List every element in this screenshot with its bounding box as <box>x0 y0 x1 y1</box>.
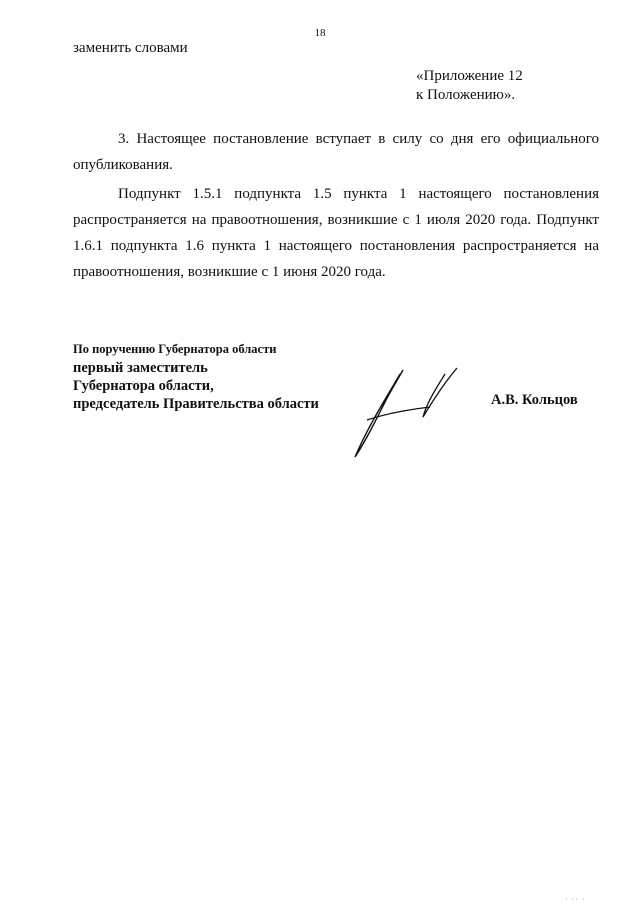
paragraph-effective-date: 3. Настоящее постановление вступает в силу со дня его официального опубликования. <box>73 131 599 173</box>
scan-mark-decoration: · ·· · <box>565 895 586 904</box>
page-number: 18 <box>314 27 326 39</box>
appendix-line-2: к Положению». <box>416 87 516 103</box>
appendix-reference <box>416 67 616 105</box>
signatory-title-line-2: Губернатора области, <box>73 378 214 394</box>
signatory-title-line-1: первый заместитель <box>73 360 208 376</box>
signatory-on-behalf: По поручению Губернатора области <box>73 342 277 356</box>
replace-phrase: заменить словами <box>73 40 188 56</box>
signatory-name: А.В. Кольцов <box>491 392 578 408</box>
appendix-line-1: «Приложение 12 <box>416 68 523 84</box>
handwritten-signature <box>345 362 465 462</box>
paragraph-applicability: Подпункт 1.5.1 подпункта 1.5 пункта 1 настоящего постановления распространяется на правоотношения, возникшие с 1 июля 2020 года. Подпункт 1.6.1 подпункта 1.6 пункта 1 настоящего постановления распространяется на правоотношения, возникшие с 1 июня 2020 года. <box>73 186 599 280</box>
signatory-title-line-3: председатель Правительства области <box>73 396 319 412</box>
signatory-block <box>73 340 319 413</box>
